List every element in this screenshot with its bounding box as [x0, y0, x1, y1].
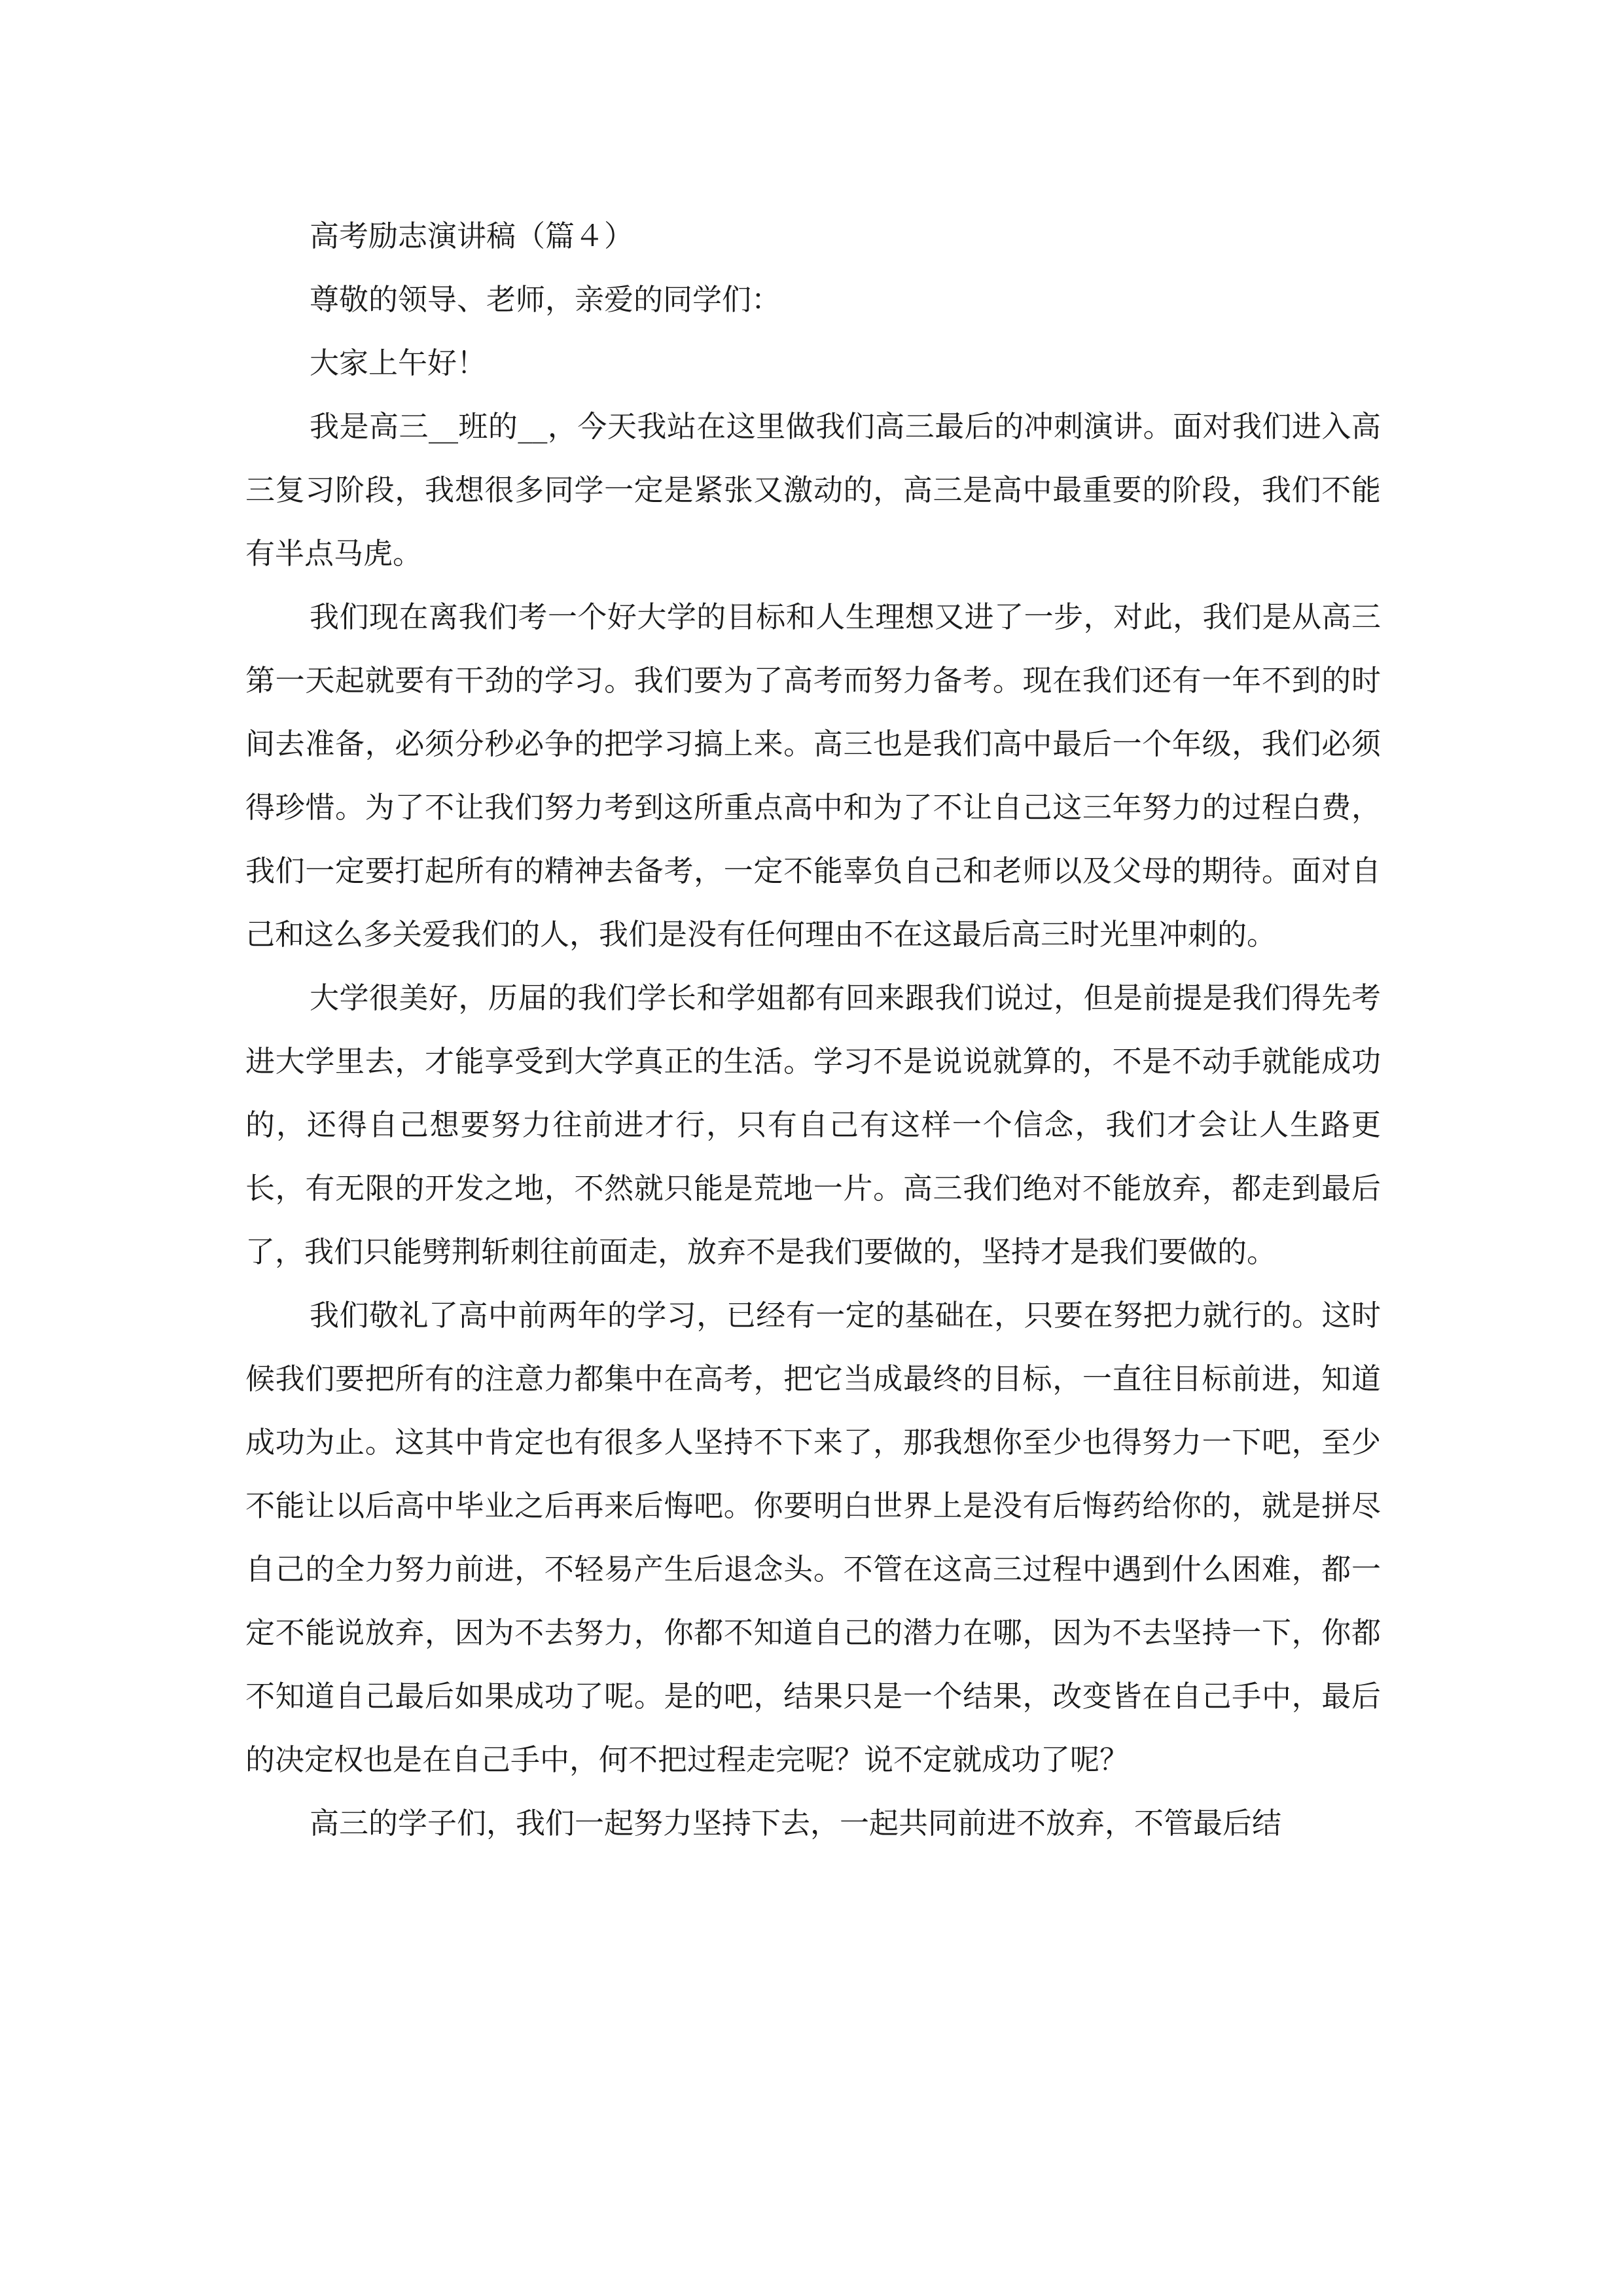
paragraph-2: 我们现在离我们考一个好大学的目标和人生理想又进了一步，对此，我们是从高三第一天起就要有干劲的学习。我们要为了高考而努力备考。现在我们还有一年不到的时间去准备，必须分秒必争的把学习搞上来。高三也是我们高中最后一个年级，我们必须得珍惜。为了不让我们努力考到这所重点高中和为了不让自己这三年努力的过程白费，我们一定要打起所有的精神去备考，一定不能辜负自己和老师以及父母的期待。面对自己和这么多关爱我们的人，我们是没有任何理由不在这最后高三时光里冲刺的。 [245, 600, 1381, 952]
greeting: 尊敬的领导、老师，亲爱的同学们： [310, 282, 781, 317]
paragraph-3: 大学很美好，历届的我们学长和学姐都有回来跟我们说过，但是前提是我们得先考进大学里去，才能享受到大学真正的生活。学习不是说说就算的，不是不动手就能成功的，还得自己想要努力往前进才行，只有自己有这样一个信念，我们才会让人生路更长，有无限的开发之地，不然就只能是荒地一片。高三我们绝对不能放弃，都走到最后了，我们只能劈荆斩刺往前面走，放弃不是我们要做的，坚持才是我们要做的。 [245, 980, 1381, 1269]
paragraph-5: 高三的学子们，我们一起努力坚持下去，一起共同前进不放弃，不管最后结 [310, 1806, 1282, 1840]
document-body [245, 204, 1381, 1855]
document-title: 高考励志演讲稿（篇４） [310, 219, 634, 253]
paragraph-4: 我们敬礼了高中前两年的学习，已经有一定的基础在，只要在努把力就行的。这时候我们要把所有的注意力都集中在高考，把它当成最终的目标，一直往目标前进，知道成功为止。这其中肯定也有很多人坚持不下来了，那我想你至少也得努力一下吧，至少不能让以后高中毕业之后再来后悔吧。你要明白世界上是没有后悔药给你的，就是拼尽自己的全力努力前进，不轻易产生后退念头。不管在这高三过程中遇到什么困难，都一定不能说放弃，因为不去努力，你都不知道自己的潜力在哪，因为不去坚持一下，你都不知道自己最后如果成功了呢。是的吧，结果只是一个结果，改变皆在自己手中，最后的决定权也是在自己手中，何不把过程走完呢？说不定就成功了呢？ [245, 1298, 1381, 1777]
salutation: 大家上午好！ [310, 346, 487, 380]
paragraph-1: 我是高三__班的__，今天我站在这里做我们高三最后的冲刺演讲。面对我们进入高三复习阶段，我想很多同学一定是紧张又激动的，高三是高中最重要的阶段，我们不能有半点马虎。 [245, 409, 1381, 571]
